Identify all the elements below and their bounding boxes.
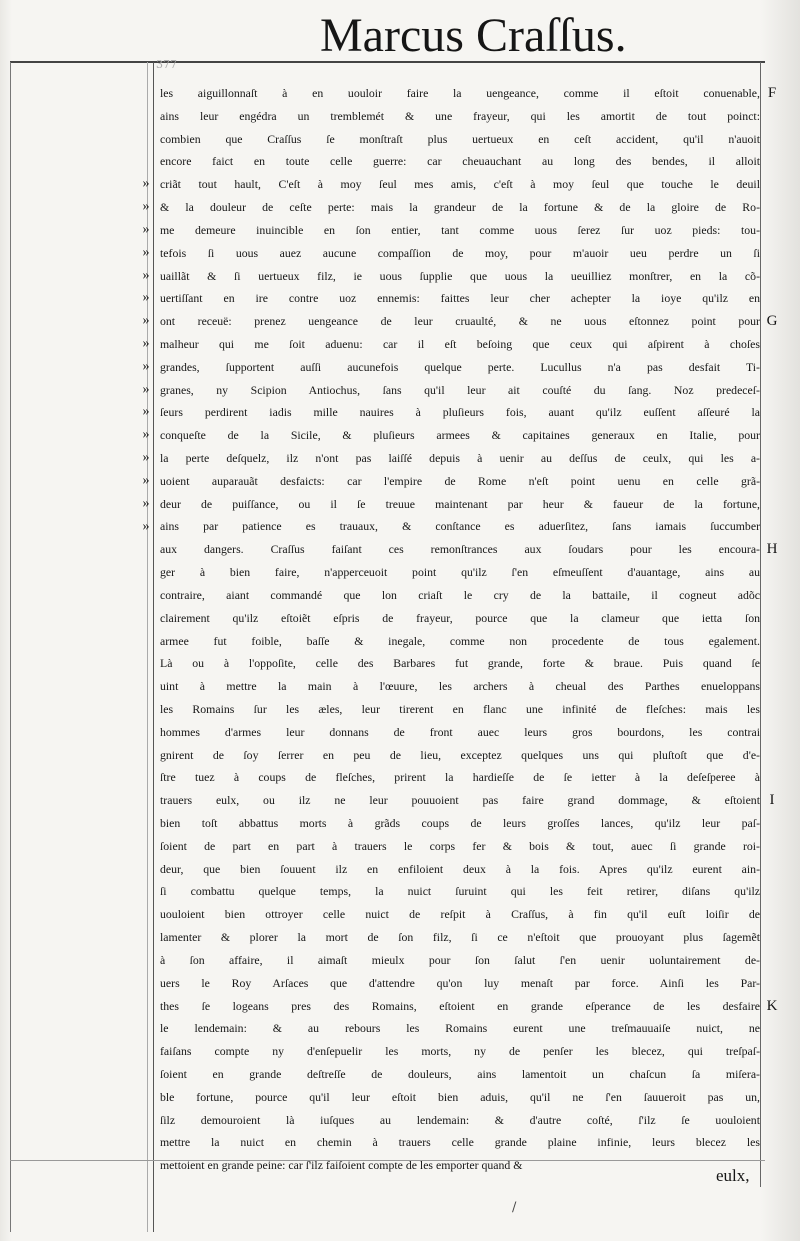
text-line: ſtre tuez à coups de fleſches, prirent la hardieſſe de ſe ietter à la deſeſperee à — [160, 770, 760, 785]
text-line: uaillãt & ſi uertueux filz, ie uous ſupplie que uous la ueuilliez monſtrer, en la cõ- — [160, 268, 760, 283]
text-line: la perte deſquelz, ilz n'ont pas laiſſé depuis à uenir au deſſus de ceulx, qui les a- — [160, 451, 760, 465]
section-letter: F — [767, 85, 777, 101]
quote-mark: » — [142, 199, 150, 215]
text-line: uoient auparauãt desfaicts: car l'empire de Rome n'eſt point uenu en celle grã- — [160, 473, 760, 488]
text-line: conqueſte de la Sicile, & pluſieurs armees & capitaines generaux en Italie, pour — [160, 428, 760, 443]
text-line: uertiſſant en ire contre uoz ennemis: faittes leur cher achepter la ioye qu'ilz en — [160, 291, 760, 306]
quote-mark: » — [142, 358, 150, 374]
quote-mark: » — [142, 427, 150, 443]
quote-mark: » — [142, 404, 150, 420]
text-line: tefois ſi uous auez aucune compaſſion de moy, pour m'auoir ueu perdre un ſi — [160, 245, 760, 260]
text-line: & la douleur de ceſte perte: mais la grandeur de la fortune & de la gloire de Ro- — [160, 200, 760, 215]
text-line: aux dangers. Craſſus faiſant ces remonſtrances aux ſoudars pour les encoura- — [160, 542, 760, 557]
text-line: me demeure inuincible en ſon entier, tant comme uous ſerez ſur uoz pieds: tou- — [160, 222, 760, 237]
text-line: gnirent de ſoy ſerrer en peu de lieu, exceptez quelques uns qui pluſtoſt que d'e- — [160, 747, 760, 762]
quote-mark: » — [142, 336, 150, 352]
text-line: malheur qui me ſoit aduenu: car il eſt beſoing que ceux qui aſpirent à choſes — [160, 336, 760, 351]
text-line: ains par patience es trauaux, & conſtance es aduerſitez, ſans iamais ſuccumber — [160, 519, 760, 534]
text-line: ſi combattu quelque temps, la nuict ſuruint qui les feit retirer, diſans qu'ilz — [160, 884, 760, 899]
text-line: ont receuë: prenez uengeance de leur cruaulté, & ne uous eſtonnez point pour — [160, 314, 760, 329]
text-line: Là ou à l'oppoſite, celle des Barbares fut grande, forte & braue. Puis quand ſe — [160, 656, 760, 671]
text-line: trauers eulx, ou ilz ne leur pouuoient pas faire grand dommage, & eſtoient — [160, 793, 760, 808]
text-line: encore faict en toute celle guerre: car cheuauchant au long des bendes, il alloit — [160, 154, 760, 169]
text-line: lamenter & plorer la mort de ſon filz, ſi ce n'eſtoit que prouoyant plus ſagemẽt — [160, 930, 760, 945]
text-line: faiſans compte ny d'enſepuelir les morts, ny de penſer les blecez, qui treſpaſ- — [160, 1044, 760, 1059]
quote-mark: » — [142, 267, 150, 283]
text-line: thes ſe logeans pres des Romains, eſtoient en grande eſperance de les desfaire — [160, 998, 760, 1013]
section-letter: I — [769, 792, 775, 809]
text-line: granes, ny Scipion Antiochus, ſans qu'il leur ait couſté du ſang. Noz predeceſ- — [160, 382, 760, 397]
quote-mark: » — [142, 381, 150, 397]
text-line: grandes, ſupportent auſſi aucunefois quelque perte. Lucullus n'a pas desfait Ti- — [160, 359, 760, 374]
text-line: ble fortune, pource qu'il leur eſtoit bien aduis, qu'il ne ſ'en ſauueroit pas un, — [160, 1089, 760, 1104]
text-line: deur, que bien ſouuent ilz en enfiloient deux à la fois. Apres qu'ilz eurent ain- — [160, 861, 760, 876]
text-line: armee fut foible, baſſe & inegale, comme non procedente de tous egalement. — [160, 633, 760, 648]
text-line: ſilz demouroient là iuſques au lendemain: & d'autre coſté, ſ'ilz ſe uouloient — [160, 1112, 760, 1127]
text-line: uers le Roy Arſaces que d'attendre qu'on luy menaſt par force. Ainſi les Par- — [160, 975, 760, 990]
text-line: les Romains ſur les æles, leur tirerent en flanc une infinité de fleſches: mais les — [160, 701, 760, 716]
text-line: combien que Craſſus ſe monſtraſt plus uertueux en ceſt accident, qu'il n'auoit — [160, 131, 760, 146]
text-line: ains leur engédra un tremblemét & une frayeur, qui les amortit de tout poinct: — [160, 108, 760, 123]
quote-mark: » — [142, 472, 150, 488]
right-margin-rule — [760, 62, 761, 1187]
text-line: ſoient en grande deſtreſſe de douleurs, ains lamentoit un chaſcun ſa miſera- — [160, 1066, 760, 1081]
section-letter: K — [766, 997, 778, 1014]
text-line: hommes d'armes leur donnans de front auec leurs gros bourdons, les contrai — [160, 724, 760, 739]
text-line: ger à bien faire, n'apperceuoit point qu'ilz ſ'en eſmeuſſent d'auantage, ains au — [160, 565, 760, 580]
text-line: les aiguillonnaſt à en uouloir faire la uengeance, comme il eſtoit conuenable, — [160, 86, 760, 100]
quote-mark: » — [142, 244, 150, 260]
text-line: contraire, aiant commandé que lon criaſt le cry de la battaile, il cogneut adõc — [160, 587, 760, 602]
text-line: à ſon affaire, il aimaſt mieulx pour ſon ſalut ſ'en uenir uoluntairement de- — [160, 952, 760, 967]
text-line: le lendemain: & au rebours les Romains eurent une treſmauuaiſe nuict, ne — [160, 1021, 760, 1036]
text-line: criãt tout hault, C'eſt à moy ſeul mes amis, c'eſt à moy ſeul que touche le deuil — [160, 177, 760, 192]
text-line: uint à mettre la main à l'œuure, les archers à cheual des Parthes enueloppans — [160, 679, 760, 694]
text-line: ſeurs perdirent iadis mille nauires à pluſieurs fois, auant qu'ilz euſſent aſſeuré la — [160, 405, 760, 420]
section-letter: H — [766, 541, 778, 558]
quote-mark: » — [142, 495, 150, 511]
text-line: uouloient bien ottroyer celle nuict de reſpit à Craſſus, à fin qu'il euſt loiſir de — [160, 907, 760, 922]
running-title: Marcus Craſſus. — [320, 9, 627, 62]
left-margin-rule — [10, 62, 11, 1232]
quote-mark: » — [142, 518, 150, 534]
quote-mark: » — [142, 313, 150, 329]
text-line: deur de puiſſance, ou il ſe treuue maintenant par heur & faueur de la fortune, — [160, 496, 760, 511]
text-line: ſoient de part en part à trauers le corps fer & bois & tout, auec ſi grande roi- — [160, 838, 760, 853]
text-line: mettre la nuict en chemin à trauers celle grande plaine infinie, leurs blecez les — [160, 1135, 760, 1150]
text-line: clairement qu'ilz eſtoiẽt eſpris de frayeur, pource que la clameur que ietta ſon — [160, 610, 760, 625]
quote-mark: » — [142, 450, 150, 466]
quote-mark: » — [142, 176, 150, 192]
section-letter: G — [766, 313, 778, 330]
text-line: bien toſt abbattus morts à grãds coups de leurs groſſes lances, qu'ilz leur paſ- — [160, 816, 760, 830]
quote-mark: » — [142, 221, 150, 237]
catchword: eulx, — [716, 1166, 750, 1185]
body-text — [160, 82, 760, 1177]
text-line: mettoient en grande peine: car ſ'ilz faiſoient compte de les emporter quand & — [160, 1158, 523, 1173]
page-number: 377 — [156, 58, 177, 71]
quote-mark: » — [142, 290, 150, 306]
ink-mark: / — [512, 1200, 517, 1215]
